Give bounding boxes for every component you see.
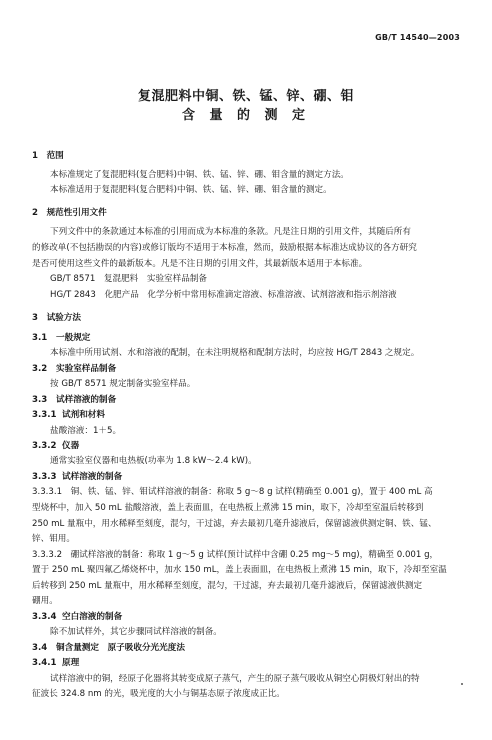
paragraph-line: 本标准中所用试剂、水和溶液的配制，在未注明规格和配制方法时，均应按 HG/T 2843 之规定。 [50, 348, 420, 358]
clause-title: 一般规定 [56, 333, 91, 343]
clause-number: 3.3.2 [32, 441, 57, 451]
clause-number: 3.4 [32, 643, 48, 653]
paragraph-line: 硼用。 [32, 596, 58, 606]
paragraph-line: 的修改单(不包括勘误的内容)或修订版均不适用于本标准，然而，鼓励根据本标准达成协议的各方研究 [32, 243, 417, 253]
paragraph-line: 除不加试样外，其它步骤同试样溶液的制备。 [50, 627, 222, 637]
clause-title: 试样溶液的制备 [56, 395, 117, 405]
subsection-heading [32, 441, 79, 452]
paragraph-line: 是否可使用这些文件的最新版本。凡是不注日期的引用文件，其最新版本适用于本标准。 [32, 259, 368, 269]
clause-title: 空白溶液的制备 [62, 612, 123, 622]
paragraph-line: 型烧杯中，加入 50 mL 盐酸溶液，盖上表面皿，在电热板上煮沸 15 min，取下，冷却至室温后转移到 [32, 503, 424, 513]
subsection-heading [32, 643, 185, 654]
clause-number: 3.3 [32, 395, 48, 405]
subsection-heading [32, 472, 122, 483]
clause-title: 仪器 [62, 441, 80, 451]
document-title: 复混肥料中铜、铁、锰、锌、硼、钼 [137, 89, 354, 104]
clause-title: 原理 [62, 658, 80, 668]
clause-number: 3.3.1 [32, 410, 57, 420]
subsection-heading [32, 658, 79, 669]
clause-title: 试样溶液的制备 [62, 472, 123, 482]
clause-title: 铜含量测定 原子吸收分光光度法 [56, 643, 185, 653]
clause-number: 3.3.4 [32, 612, 57, 622]
paragraph-line: 本标准规定了复混肥料(复合肥料)中铜、铁、锰、锌、硼、钼含量的测定方法。 [50, 170, 349, 180]
clause-title: 实验室样品制备 [56, 364, 117, 374]
paragraph-line: 下列文件中的条款通过本标准的引用而成为本标准的条款。凡是注日期的引用文件，其随后所有 [50, 227, 411, 237]
paragraph-line: 后转移到 250 mL 量瓶中，用水稀释至刻度，混匀，干过滤，弃去最初几毫升滤液后，保留滤液供测定 [32, 581, 423, 591]
subsection-heading [32, 410, 105, 421]
clause-number: 3.2 [32, 364, 48, 374]
reference-item: HG/T 2843 化肥产品 化学分析中常用标准滴定溶液、标准溶液、试剂溶液和指示剂溶液 [50, 290, 397, 300]
clause-number: 3.3.3 [32, 472, 57, 482]
paragraph-line: 250 mL 量瓶中，用水稀释至刻度，混匀，干过滤，弃去最初几毫升滤液后，保留滤液供测定铜、铁、锰、 [32, 519, 437, 529]
document-subtitle: 含 量 的 测 定 [181, 108, 311, 123]
paragraph-line: 征波长 324.8 nm 的光，吸光度的大小与铜基态原子浓度成正比。 [32, 689, 285, 699]
paragraph-line: 通常实验室仪器和电热板(功率为 1.8 kW～2.4 kW)。 [50, 456, 257, 466]
paragraph-line: 试样溶液中的铜，经原子化器将其转变成原子蒸气，产生的原子蒸气吸收从铜空心阴极灯射出的特 [50, 674, 420, 684]
paragraph-line: 3.3.3.1 铜、铁、锰、锌、钼试样溶液的制备：称取 5 g～8 g 试样(精确至 0.001 g)，置于 400 mL 高 [32, 487, 433, 497]
subsection-heading [32, 612, 122, 623]
subsection-heading [32, 395, 116, 406]
clause-title: 试剂和材料 [62, 410, 105, 420]
paragraph-line: 3.3.3.2 硼试样溶液的制备：称取 1 g～5 g 试样(预计试样中含硼 0.25 mg～5 mg)，精确至 0.001 g， [32, 550, 439, 560]
scan-speck [461, 683, 463, 685]
paragraph-line: 按 GB/T 8571 规定制备实验室样品。 [50, 379, 196, 389]
section-heading-normative-references: 2 规范性引用文件 [32, 208, 107, 218]
section-heading-test-methods: 3 试验方法 [32, 313, 81, 323]
clause-number: 3.4.1 [32, 658, 57, 668]
paragraph-line: 本标准适用于复混肥料(复合肥料)中铜、铁、锰、锌、硼、钼含量的测定。 [50, 185, 332, 195]
paragraph-line: 盐酸溶液：1＋5。 [50, 426, 122, 436]
reference-item: GB/T 8571 复混肥料 实验室样品制备 [50, 274, 208, 284]
paragraph-line: 锌、钼用。 [32, 534, 75, 544]
clause-number: 3.1 [32, 333, 48, 343]
paragraph-line: 置于 250 mL 聚四氟乙烯烧杯中，加水 150 mL，盖上表面皿，在电热板上煮沸 15 min，取下，冷却至室温 [32, 565, 447, 575]
subsection-heading [32, 364, 116, 375]
standard-code: GB/T 14540—2003 [375, 33, 460, 42]
section-heading-scope: 1 范围 [32, 151, 64, 161]
subsection-heading [32, 333, 90, 344]
